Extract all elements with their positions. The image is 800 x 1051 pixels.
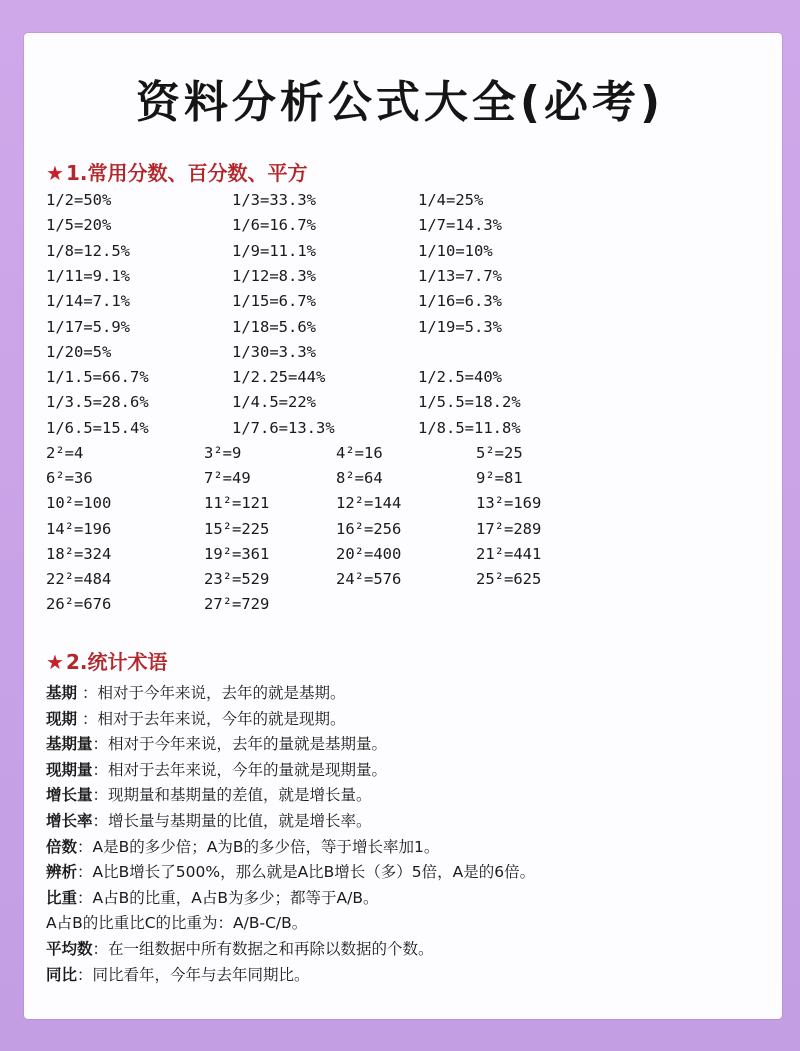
term-label: 现期 (46, 709, 78, 728)
term-label: 辨析 (46, 863, 78, 882)
term-label: 比重 (46, 888, 78, 907)
term-item (46, 732, 535, 758)
fraction-entry: 1/6.5=15.4% (46, 418, 149, 437)
term-item (46, 835, 535, 861)
square-entry: 18²=324 (46, 544, 112, 563)
term-item (46, 681, 535, 707)
fraction-entry: 1/2.5=40% (418, 368, 502, 387)
term-definition: ：同比看年，今年与去年同期比。 (77, 965, 310, 984)
fraction-entry: 1/7.6=13.3% (232, 418, 335, 437)
term-label: 增长量 (46, 786, 93, 805)
fraction-entry: 1/30=3.3% (232, 342, 316, 361)
fraction-entry: 1/17=5.9% (46, 317, 130, 336)
term-definition: ：A占B的比重，A占B为多少；都等于A/B。 (77, 888, 379, 907)
fraction-entry: 1/14=7.1% (46, 292, 130, 311)
term-label: 基期 (46, 684, 78, 702)
fraction-entry: 1/16=6.3% (418, 292, 502, 311)
fraction-entry: 1/7=14.3% (418, 216, 502, 235)
term-definition: ：A比B增长了500%，那么就是A比B增长（多）5倍，A是的6倍。 (77, 863, 536, 882)
section-label: 1.常用分数、百分数、平方 (65, 161, 308, 185)
square-entry: 6²=36 (46, 469, 93, 488)
term-label: 基期量 (46, 735, 93, 754)
fraction-entry: 1/3=33.3% (232, 191, 316, 209)
term-item (46, 758, 535, 784)
fraction-entry: 1/19=5.3% (418, 317, 502, 336)
fraction-entry: 1/11=9.1% (46, 266, 130, 285)
square-entry: 14²=196 (46, 519, 112, 538)
section-label: 2.统计术语 (65, 650, 168, 674)
term-definition: ：相对于去年来说，今年的量就是现期量。 (92, 760, 388, 779)
fraction-entry: 1/18=5.6% (232, 317, 316, 336)
term-definition: ：A是B的多少倍；A为B的多少倍，等于增长率加1。 (77, 837, 440, 856)
term-definition: ：在一组数据中所有数据之和再除以数据的个数。 (92, 939, 434, 958)
term-item (46, 937, 535, 963)
fraction-entry: 1/1.5=66.7% (46, 368, 149, 387)
term-definition: ：相对于今年来说，去年的就是基期。 (77, 684, 346, 702)
term-item (46, 809, 535, 835)
term-label: 增长率 (46, 811, 93, 830)
term-label: 同比 (46, 965, 78, 984)
square-entry: 21²=441 (476, 544, 542, 563)
star-icon: ★ (46, 161, 64, 185)
square-entry: 26²=676 (46, 595, 112, 614)
term-definition: ：现期量和基期量的差值，就是增长量。 (92, 786, 372, 805)
fraction-entry: 1/8.5=11.8% (418, 418, 521, 437)
term-item (46, 707, 535, 733)
star-icon: ★ (46, 650, 64, 674)
square-entry: 2²=4 (46, 444, 84, 462)
fraction-entry: 1/5=20% (46, 216, 112, 235)
square-entry: 22²=484 (46, 570, 112, 588)
fraction-entry: 1/8=12.5% (46, 241, 130, 260)
square-entry: 12²=144 (336, 494, 402, 513)
square-entry: 5²=25 (476, 444, 523, 462)
section-heading-fractions (46, 157, 307, 186)
square-entry: 3²=9 (204, 444, 242, 462)
term-definition: A占B的比重比C的比重为：A/B-C/B。 (46, 914, 308, 933)
square-entry: 10²=100 (46, 494, 112, 513)
square-entry: 27²=729 (204, 595, 270, 614)
term-item (46, 886, 535, 912)
square-entry: 4²=16 (336, 444, 383, 462)
square-entry: 16²=256 (336, 519, 402, 538)
fraction-entry: 1/2=50% (46, 191, 112, 209)
square-entry: 13²=169 (476, 494, 542, 513)
fraction-entry: 1/4.5=22% (232, 393, 316, 412)
square-entry: 24²=576 (336, 570, 402, 588)
square-entry: 11²=121 (204, 494, 270, 513)
fraction-entry: 1/20=5% (46, 342, 112, 361)
term-item (46, 963, 535, 989)
fraction-entry: 1/12=8.3% (232, 266, 316, 285)
term-item (46, 911, 535, 937)
page-title: 资料分析公式大全(必考) (135, 77, 665, 128)
square-entry: 19²=361 (204, 544, 270, 563)
square-entry: 25²=625 (476, 570, 542, 588)
term-definition: ：增长量与基期量的比值，就是增长率。 (92, 811, 372, 830)
fraction-entry: 1/4=25% (418, 191, 484, 209)
square-entry: 20²=400 (336, 544, 402, 563)
square-entry: 23²=529 (204, 570, 270, 588)
square-entry: 15²=225 (204, 519, 270, 538)
fraction-entry: 1/3.5=28.6% (46, 393, 149, 412)
fraction-entry: 1/15=6.7% (232, 292, 316, 311)
square-entry: 9²=81 (476, 469, 523, 488)
term-item (46, 860, 535, 886)
term-label: 倍数 (46, 837, 78, 856)
fraction-entry: 1/9=11.1% (232, 241, 316, 260)
square-entry: 8²=64 (336, 469, 383, 488)
square-entry: 7²=49 (204, 469, 251, 488)
fraction-entry: 1/2.25=44% (232, 368, 326, 387)
term-definition: ：相对于去年来说，今年的就是现期。 (77, 709, 346, 728)
term-label: 现期量 (46, 760, 93, 779)
term-label: 平均数 (46, 939, 93, 958)
section-heading-terms (46, 646, 167, 675)
fraction-entry: 1/5.5=18.2% (418, 393, 521, 412)
terms-list (46, 681, 535, 988)
fraction-entry: 1/13=7.7% (418, 266, 502, 285)
term-definition: ：相对于今年来说，去年的量就是基期量。 (92, 735, 388, 754)
term-item (46, 783, 535, 809)
square-entry: 17²=289 (476, 519, 542, 538)
fraction-entry: 1/10=10% (418, 241, 493, 260)
fraction-entry: 1/6=16.7% (232, 216, 316, 235)
